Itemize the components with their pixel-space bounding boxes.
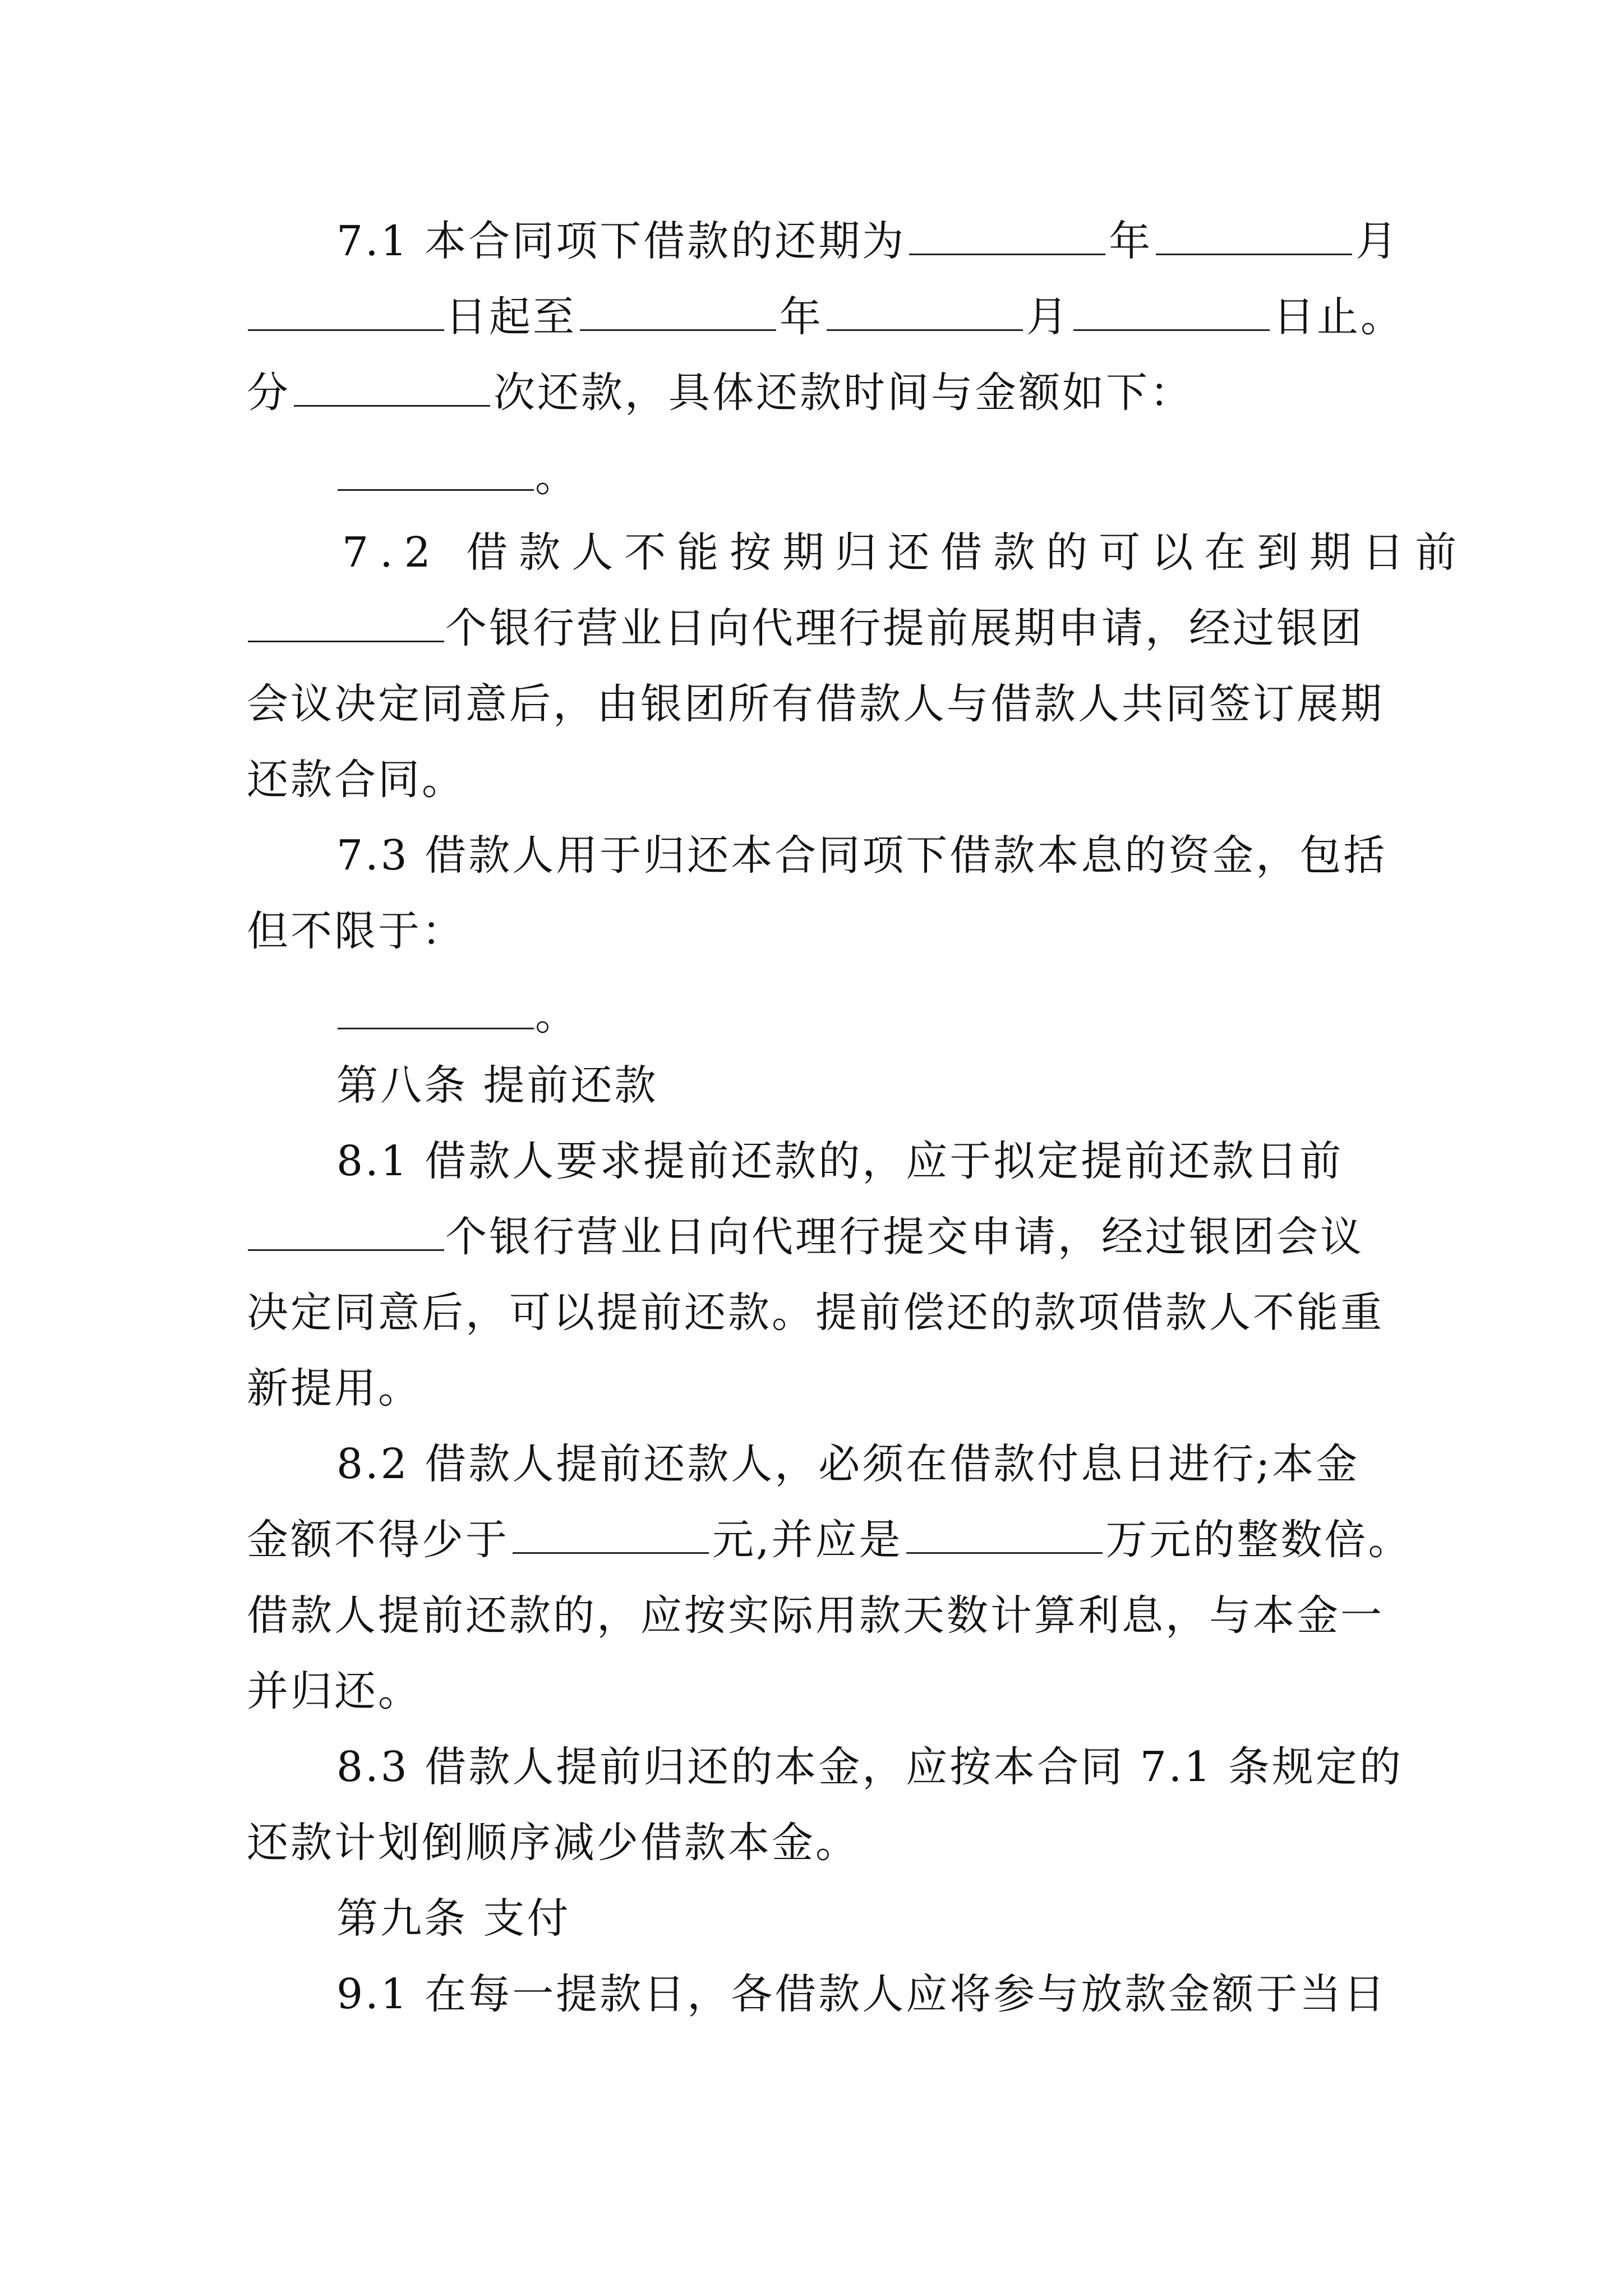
clause-8-2-line-4: 并归还。 [247,1667,422,1715]
clause-7-3-text-c: 。 [535,991,579,1039]
clause-7-1-line-2 [247,289,1404,345]
blank-prepay-days [248,1216,444,1251]
blank-month-start [1156,220,1352,255]
blank-min-amount [513,1519,709,1554]
blank-month-end [827,296,1023,331]
clause-8-2-text-a: 金额不得少于 [247,1516,509,1564]
clause-7-3-line-1: 7.3 借款人用于归还本合同项下借款本息的资金，包括 [336,831,1387,880]
clause-7-1-text-i: 次还款，具体还款时间与金额如下： [494,369,1193,417]
clause-7-1-text-a: 7.1 本合同项下借款的还期为 [336,217,906,265]
clause-8-1-line-4: 新提用。 [247,1364,422,1412]
clause-7-2-line-1: 7.2 借款人不能按期归还借款的可以在到期日前 [342,528,1468,577]
clause-8-1-line-3: 决定同意后，可以提前还款。提前偿还的款项借款人不能重 [247,1289,1384,1337]
clause-7-1-line-1 [336,213,1399,269]
clause-7-1-text-j: 。 [535,453,579,501]
clause-8-3-line-2: 还款计划倒顺序减少借款本金。 [247,1819,859,1867]
blank-day-end [1073,296,1270,331]
clause-8-2-text-c: 万元的整数倍。 [1105,1516,1412,1564]
clause-7-2-line-4: 还款合同。 [247,756,465,804]
clause-7-1-text-e: 年 [780,293,823,341]
blank-year-end [580,296,776,331]
clause-8-2-text-b: 元,并应是 [712,1516,903,1564]
clause-7-1-line-4 [336,449,579,505]
clause-7-1-text-g: 日止。 [1273,293,1404,341]
clause-8-2-line-2 [247,1512,1412,1568]
blank-funds-source [338,994,534,1029]
article-8-heading: 第八条 提前还款 [336,1061,658,1110]
clause-7-1-text-d: 日起至 [445,293,577,341]
clause-7-1-text-c: 月 [1355,217,1400,265]
blank-schedule [338,455,534,491]
clause-8-2-line-1: 8.2 借款人提前还款人，必须在借款付息日进行;本金 [336,1440,1360,1488]
clause-9-1-line-1: 9.1 在每一提款日，各借款人应将参与放款金额于当日 [336,1970,1387,2018]
clause-8-2-line-3: 借款人提前还款的，应按实际用款天数计算利息，与本金一 [247,1591,1384,1640]
blank-day-start [248,296,444,331]
clause-7-3-line-2: 但不限于： [247,907,465,955]
clause-7-2-line-2 [247,600,1364,656]
clause-8-1-line-1: 8.1 借款人要求提前还款的，应于拟定提前还款日前 [336,1137,1344,1185]
clause-7-2-line-3: 会议决定同意后，由银团所有借款人与借款人共同签订展期 [247,680,1384,728]
clause-8-1-line-2 [247,1209,1364,1265]
clause-8-1-text-b: 个银行营业日向代理行提交申请，经过银团会议 [445,1213,1364,1261]
blank-multiple [906,1519,1103,1554]
blank-extension-days [248,607,444,642]
clause-7-1-text-b: 年 [1109,217,1153,265]
clause-7-1-text-h: 分 [247,369,291,417]
clause-7-2-text-b: 个银行营业日向代理行提前展期申请，经过银团 [445,604,1364,652]
clause-7-3-line-3 [336,987,579,1043]
blank-year-start [909,220,1105,255]
clause-8-3-line-1: 8.3 借款人提前归还的本金，应按本合同 7.1 条规定的 [336,1743,1403,1791]
clause-7-1-line-3 [247,365,1193,421]
blank-installments [294,371,490,407]
clause-7-1-text-f: 月 [1026,293,1070,341]
article-9-heading: 第九条 支付 [336,1894,571,1943]
